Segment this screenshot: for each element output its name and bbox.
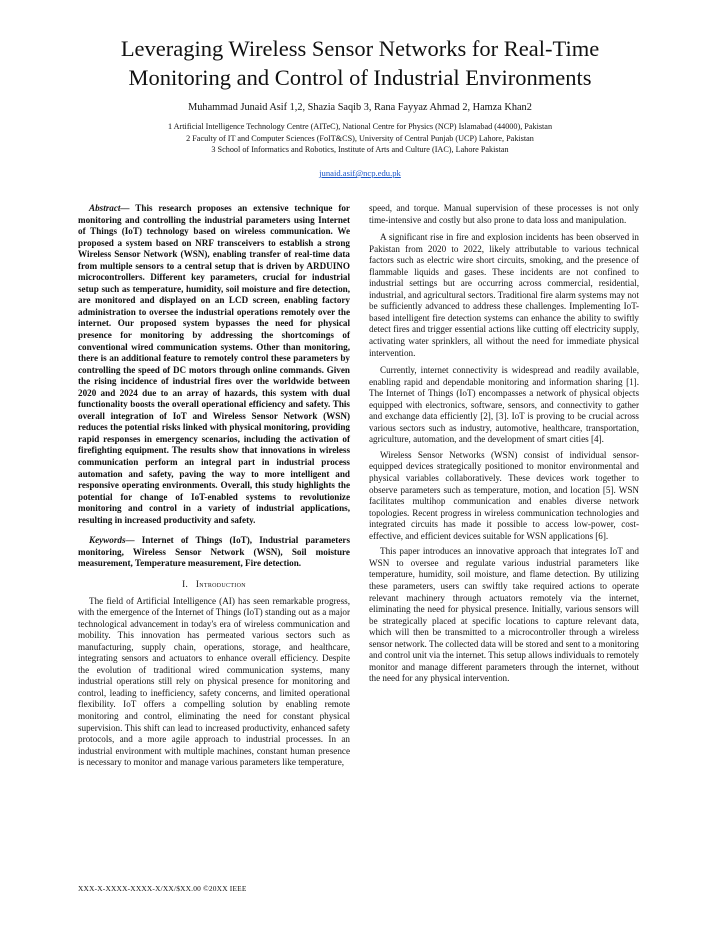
section-heading-introduction [78,579,350,591]
paper-title [40,34,680,92]
title-line-2: Monitoring and Control of Industrial Environments [128,65,592,90]
right-paragraph-4: Wireless Sensor Networks (WSN) consist of individual sensor-equipped devices strategically positioned to monitor environmental and physical variables collaboratively. These devices work together to observe parameters such as temperature, motion, and location [5]. WSN facilitates multihop communication and enables diverse network topologies. Recent progress in wireless communication technologies and integrated circuits has made it possible to access low-power, cost-effective, and efficient devices suitable for WSN applications [6]. [369,449,639,541]
affiliation-1: 1 Artificial Intelligence Technology Centre (AITeC), National Centre for Physics (NCP) Islamabad (44000), Pakistan [167,122,553,131]
section-title: Introduction [195,578,246,589]
intro-paragraph-1: The field of Artificial Intelligence (AI) has seen remarkable progress, with the emergence of the Internet of Things (IoT) standing out as a major technological advancement in today's era of wireless communication and mobility. This innovation has permeated various sectors such as manufacturing, supply chain, operations, storage, and healthcare, integrating sensors and actuators to enhance overall efficiency. Despite the evolution of traditional wired communication systems, many industrial operations still rely on physical presence for monitoring and control, leading to inefficiency, safety concerns, and limited operational flexibility. IoT offers a compelling solution by enabling remote monitoring and control, eliminating the need for constant physical supervision. This shift can lead to increased productivity, enhanced safety protocols, and a more agile approach to industrial processes. In an industrial environment with multiple machines, constant human presence is necessary to monitor and manage various parameters like temperature, [78,595,350,768]
keywords-label: Keywords— [89,535,135,546]
abstract-label: Abstract— [89,203,130,213]
right-column [369,203,639,691]
affiliations [40,121,680,156]
email-link[interactable]: junaid.asif@ncp.edu.pk [319,168,401,178]
right-paragraph-3: Currently, internet connectivity is widespread and readily available, enabling rapid and dependable monitoring and information sharing [1]. The Internet of Things (IoT) encompasses a network of physical objects equipped with electronics, software, sensors, and connectivity to gather and exchange data efficiently [2], [3]. IoT is proving to be crucial across various sectors such as industry, automotive, healthcare, transportation, agriculture, automation, and the development of smart cities [4]. [369,365,639,445]
abstract-text: This research proposes an extensive technique for monitoring and controlling the industrial parameters using Internet of Things (IoT) technology based on wireless communication. We proposed a system based on NRF transceivers to establish a strong Wireless Sensor Network (WSN), enabling transfer of real-time data from multiple sensors to a central setup that is driven by ARDUINO microcontrollers. Different key parameters, crucial for industrial setup such as temperature, humidity, soil moisture and fire detection, are monitored and displayed on an LCD screen, enabling factory administration to oversee the industrial operations remotely over the internet. Our proposed system bypasses the need for physical presence for monitoring by addressing the shortcomings of conventional wired communication systems. Other than monitoring, there is an additional feature to remotely control these parameters by controlling the speed of DC motors through online commands. Given the rising incidence of industrial fires over the worldwide between 2020 and 2024 due to an array of hazards, this system with dual functionality boosts the overall operational efficiency and safety. This overall integration of IoT and Wireless Sensor Network (WSN) reduces the potential risks linked with physical monitoring, providing rapid responses in emergency scenarios, including the activation of firefighting equipment. The results show that innovations in wireless communication perform an integral part in industrial process automation and safety, paving the way to more intelligent and responsive operating environments. Overall, this study highlights the potential for change of IoT-enabled systems to revolutionize monitoring and control in a variety of industrial applications, resulting in increased productivity and safety. [78,203,350,525]
section-number: I. [182,578,189,589]
contact-email [40,168,680,178]
right-paragraph-1: speed, and torque. Manual supervision of these processes is not only time-intensive and costly but also prone to data loss and manipulation. [369,203,639,225]
right-paragraph-2: A significant rise in fire and explosion incidents has been observed in Pakistan from 2020 to 2022, likely attributable to various technical factors such as electric wire short circuits, smoking, and the presence of flammable liquids and gases. These incidents are not confined to industrial settings but are occurring across commercial, residential, industrial, and agricultural sectors. Traditional fire alarm systems may not be sufficiently advanced to address these challenges. Implementing IoT-based intelligent fire detection systems can enhance the ability to swiftly detect fires and trigger essential actions like cutting off electricity supply, activating water sprinklers, all without the need for immediate physical intervention. [369,232,639,358]
title-line-1: Leveraging Wireless Sensor Networks for Real-Time [120,36,600,61]
author-list: Muhammad Junaid Asif 1,2, Shazia Saqib 3, Rana Fayyaz Ahmad 2, Hamza Khan2 [188,102,532,113]
affiliation-3: 3 School of Informatics and Robotics, Institute of Arts and Culture (IAC), Lahore Pakistan [211,145,509,154]
right-paragraph-5: This paper introduces an innovative approach that integrates IoT and WSN to oversee and regulate various industrial parameters like temperature, humidity, soil moisture, and flame detection. By utilizing these parameters, users can swiftly take required actions to operate relevant machinery through actuators remotely via the internet, eliminating the need for physical presence. Initially, various sensors will be strategically placed at specific locations to capture relevant data, which will then be transmitted to a microcontroller through a wireless sensor network. The collected data will be stored and sent to a monitoring and control unit via the internet. This setup allows individuals to remotely monitor and manage different parameters through the internet, without the need for any physical intervention. [369,546,639,684]
copyright-footer: XXX-X-XXXX-XXXX-X/XX/$XX.00 ©20XX IEEE [78,884,247,893]
left-column [78,203,350,775]
keywords [78,535,350,570]
abstract [78,203,350,526]
affiliation-2: 2 Faculty of IT and Computer Sciences (FoIT&CS), University of Central Punjab (UCP) Lahore, Pakistan [186,133,534,143]
keywords-text: Internet of Things (IoT), Industrial parameters monitoring, Wireless Sensor Network (WSN), Soil moisture measurement, Temperature measurement, Fire detection. [78,535,350,569]
